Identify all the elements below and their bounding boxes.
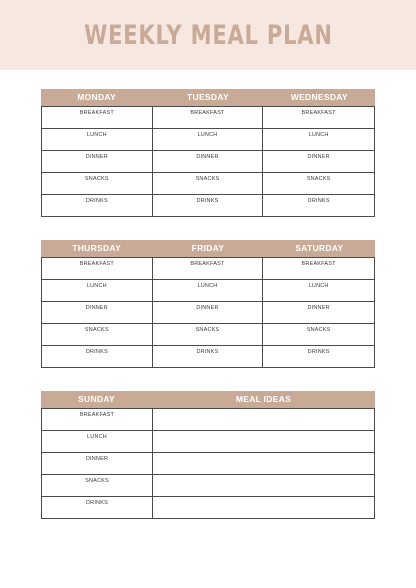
page-title: WEEKLY MEAL PLAN xyxy=(83,19,333,51)
meal-cell[interactable]: LUNCH xyxy=(42,280,153,301)
meal-row-breakfast xyxy=(42,408,374,430)
day-header-row xyxy=(41,89,375,106)
day-header-friday: FRIDAY xyxy=(191,243,225,253)
day-header-wednesday: WEDNESDAY xyxy=(290,92,348,102)
meal-cell[interactable]: SNACKS xyxy=(42,173,153,194)
meal-cell[interactable]: LUNCH xyxy=(308,132,329,138)
meal-row-lunch xyxy=(42,279,374,301)
meal-cell[interactable]: DINNER xyxy=(307,305,330,311)
meal-cell[interactable]: BREAKFAST xyxy=(301,110,336,116)
meal-ideas-cell[interactable] xyxy=(153,431,374,452)
day-header-row xyxy=(41,240,375,257)
meal-row-drinks xyxy=(42,345,374,367)
meal-cell[interactable]: DINNER xyxy=(153,302,264,323)
meal-cell[interactable]: BREAKFAST xyxy=(153,258,264,279)
meal-cell[interactable]: LUNCH xyxy=(153,280,264,301)
meal-cell[interactable]: BREAKFAST xyxy=(42,107,153,128)
meal-row-snacks xyxy=(42,474,374,496)
meal-cell[interactable]: DRINKS xyxy=(153,346,264,367)
meal-row-snacks xyxy=(42,172,374,194)
meal-cell[interactable]: BREAKFAST xyxy=(42,409,153,430)
day-header-thursday: THURSDAY xyxy=(72,243,122,253)
meal-cell[interactable]: SNACKS xyxy=(42,324,153,345)
meal-row-dinner xyxy=(42,452,374,474)
meal-cell[interactable]: LUNCH xyxy=(42,431,153,452)
meal-cell[interactable]: DRINKS xyxy=(42,497,153,518)
meal-cell[interactable]: SNACKS xyxy=(42,475,153,496)
week-block-1 xyxy=(41,89,375,217)
meal-cell[interactable]: DINNER xyxy=(42,453,153,474)
meal-row-lunch xyxy=(42,128,374,150)
title-banner xyxy=(0,0,416,70)
meal-cell[interactable]: BREAKFAST xyxy=(153,107,264,128)
meal-ideas-cell[interactable] xyxy=(153,453,374,474)
day-header-sunday: SUNDAY xyxy=(78,394,115,404)
meal-row-snacks xyxy=(42,323,374,345)
week-block-3 xyxy=(41,391,375,519)
meal-cell[interactable]: LUNCH xyxy=(153,129,264,150)
meal-cell[interactable]: DRINKS xyxy=(307,198,330,204)
meal-cell[interactable]: DINNER xyxy=(42,302,153,323)
meal-row-dinner xyxy=(42,150,374,172)
meal-ideas-cell[interactable] xyxy=(153,475,374,496)
meal-cell[interactable]: SNACKS xyxy=(306,176,331,182)
meal-cell[interactable]: DRINKS xyxy=(42,195,153,216)
meal-cell[interactable]: DRINKS xyxy=(307,349,330,355)
meal-grid xyxy=(41,408,375,519)
meal-cell[interactable]: DINNER xyxy=(153,151,264,172)
meal-row-drinks xyxy=(42,496,374,518)
meal-cell[interactable]: BREAKFAST xyxy=(301,261,336,267)
meal-row-lunch xyxy=(42,430,374,452)
meal-row-breakfast xyxy=(42,257,374,279)
meal-row-dinner xyxy=(42,301,374,323)
meal-ideas-header: MEAL IDEAS xyxy=(235,394,292,404)
meal-cell[interactable]: SNACKS xyxy=(306,327,331,333)
day-header-saturday: SATURDAY xyxy=(295,243,344,253)
day-header-monday: MONDAY xyxy=(77,92,117,102)
meal-cell[interactable]: BREAKFAST xyxy=(42,258,153,279)
meal-ideas-cell[interactable] xyxy=(153,497,374,518)
meal-cell[interactable]: SNACKS xyxy=(153,173,264,194)
week-block-2 xyxy=(41,240,375,368)
meal-row-drinks xyxy=(42,194,374,216)
meal-ideas-cell[interactable] xyxy=(153,409,374,430)
meal-cell[interactable]: DRINKS xyxy=(42,346,153,367)
meal-grid xyxy=(41,106,375,217)
meal-cell[interactable]: DRINKS xyxy=(153,195,264,216)
day-header-row xyxy=(41,391,375,408)
meal-row-breakfast xyxy=(42,106,374,128)
meal-grid xyxy=(41,257,375,368)
meal-cell[interactable]: DINNER xyxy=(307,154,330,160)
meal-cell[interactable]: LUNCH xyxy=(42,129,153,150)
meal-cell[interactable]: DINNER xyxy=(42,151,153,172)
meal-cell[interactable]: LUNCH xyxy=(308,283,329,289)
meal-cell[interactable]: SNACKS xyxy=(153,324,264,345)
day-header-tuesday: TUESDAY xyxy=(187,92,229,102)
